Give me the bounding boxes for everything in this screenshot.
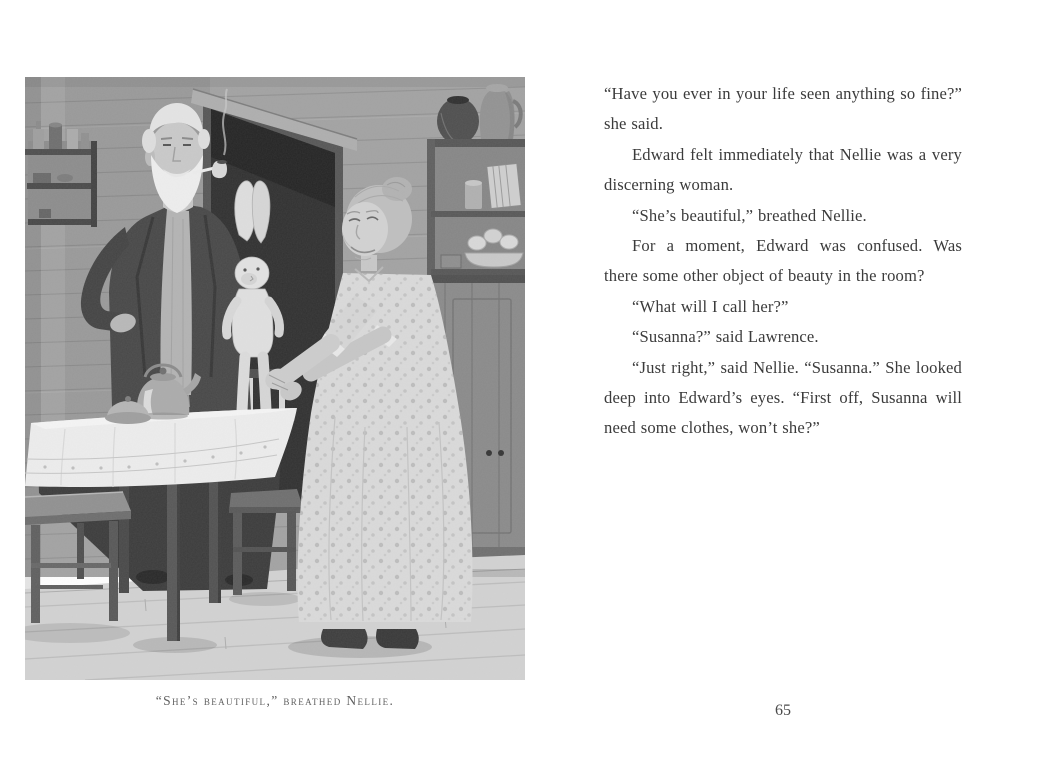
text-line: there some other object of beauty in the room? xyxy=(604,266,925,286)
text-line: “Have you ever in your life seen anything so fine?” xyxy=(604,84,962,103)
text-line: need some clothes, won’t she?” xyxy=(604,418,820,438)
text-line: Edward felt immediately that Nellie was a very xyxy=(632,144,962,164)
text-line: “Just right,” said Nellie. “Susanna.” She looked xyxy=(632,357,962,377)
text-line: For a moment, Edward was confused. Was xyxy=(632,235,962,255)
text-line: “What will I call her?” xyxy=(632,296,789,316)
illustration xyxy=(25,77,525,709)
text-line: deep into Edward’s eyes. “First off, Susanna will xyxy=(604,387,962,407)
illustration-caption: “She’s beautiful,” breathed Nellie. xyxy=(155,693,395,708)
text-line: “She’s beautiful,” breathed Nellie. xyxy=(632,205,867,225)
text-column xyxy=(604,79,962,444)
text-line: she said. xyxy=(604,114,663,134)
illustration-image xyxy=(25,77,525,680)
text-line: “Susanna?” said Lawrence. xyxy=(632,327,819,347)
page-number: 65 xyxy=(775,702,791,719)
text-line: discerning woman. xyxy=(604,175,734,195)
paper-grain xyxy=(25,77,525,680)
